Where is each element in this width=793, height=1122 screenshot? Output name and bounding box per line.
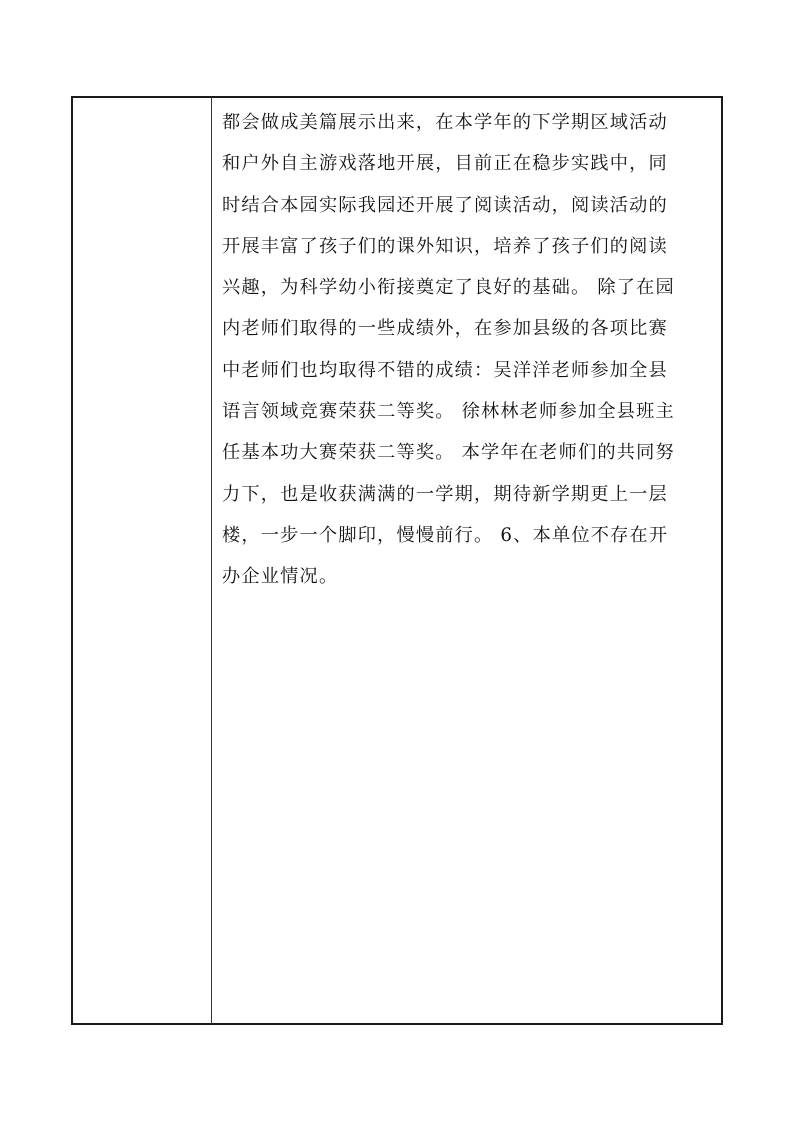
table-content-cell xyxy=(222,102,716,598)
paragraph-line: 中老师们也均取得不错的成绩：吴洋洋老师参加全县 xyxy=(222,359,668,381)
paragraph-line: 语言领域竞赛荣获二等奖。 徐林林老师参加全县班主 xyxy=(222,401,675,423)
paragraph-line: 任基本功大赛荣获二等奖。 本学年在老师们的共同努 xyxy=(222,442,675,464)
paragraph-line: 和户外自主游戏落地开展，目前正在稳步实践中，同 xyxy=(222,153,668,175)
paragraph-line: 楼，一步一个脚印，慢慢前行。 6、本单位不存在开 xyxy=(222,524,669,546)
paragraph-line: 兴趣，为科学幼小衔接奠定了良好的基础。 除了在园 xyxy=(222,277,675,299)
paragraph-line: 办企业情况。 xyxy=(222,566,339,588)
column-divider xyxy=(211,97,212,1024)
paragraph-line: 都会做成美篇展示出来，在本学年的下学期区域活动 xyxy=(222,112,668,133)
paragraph-line: 时结合本园实际我园还开展了阅读活动，阅读活动的 xyxy=(222,194,668,216)
paragraph-line: 力下，也是收获满满的一学期，期待新学期更上一层 xyxy=(222,483,668,505)
paragraph-line: 内老师们取得的一些成绩外，在参加县级的各项比赛 xyxy=(222,318,668,340)
paragraph-line: 开展丰富了孩子们的课外知识，培养了孩子们的阅读 xyxy=(222,235,668,257)
table-label-cell xyxy=(73,98,211,1023)
